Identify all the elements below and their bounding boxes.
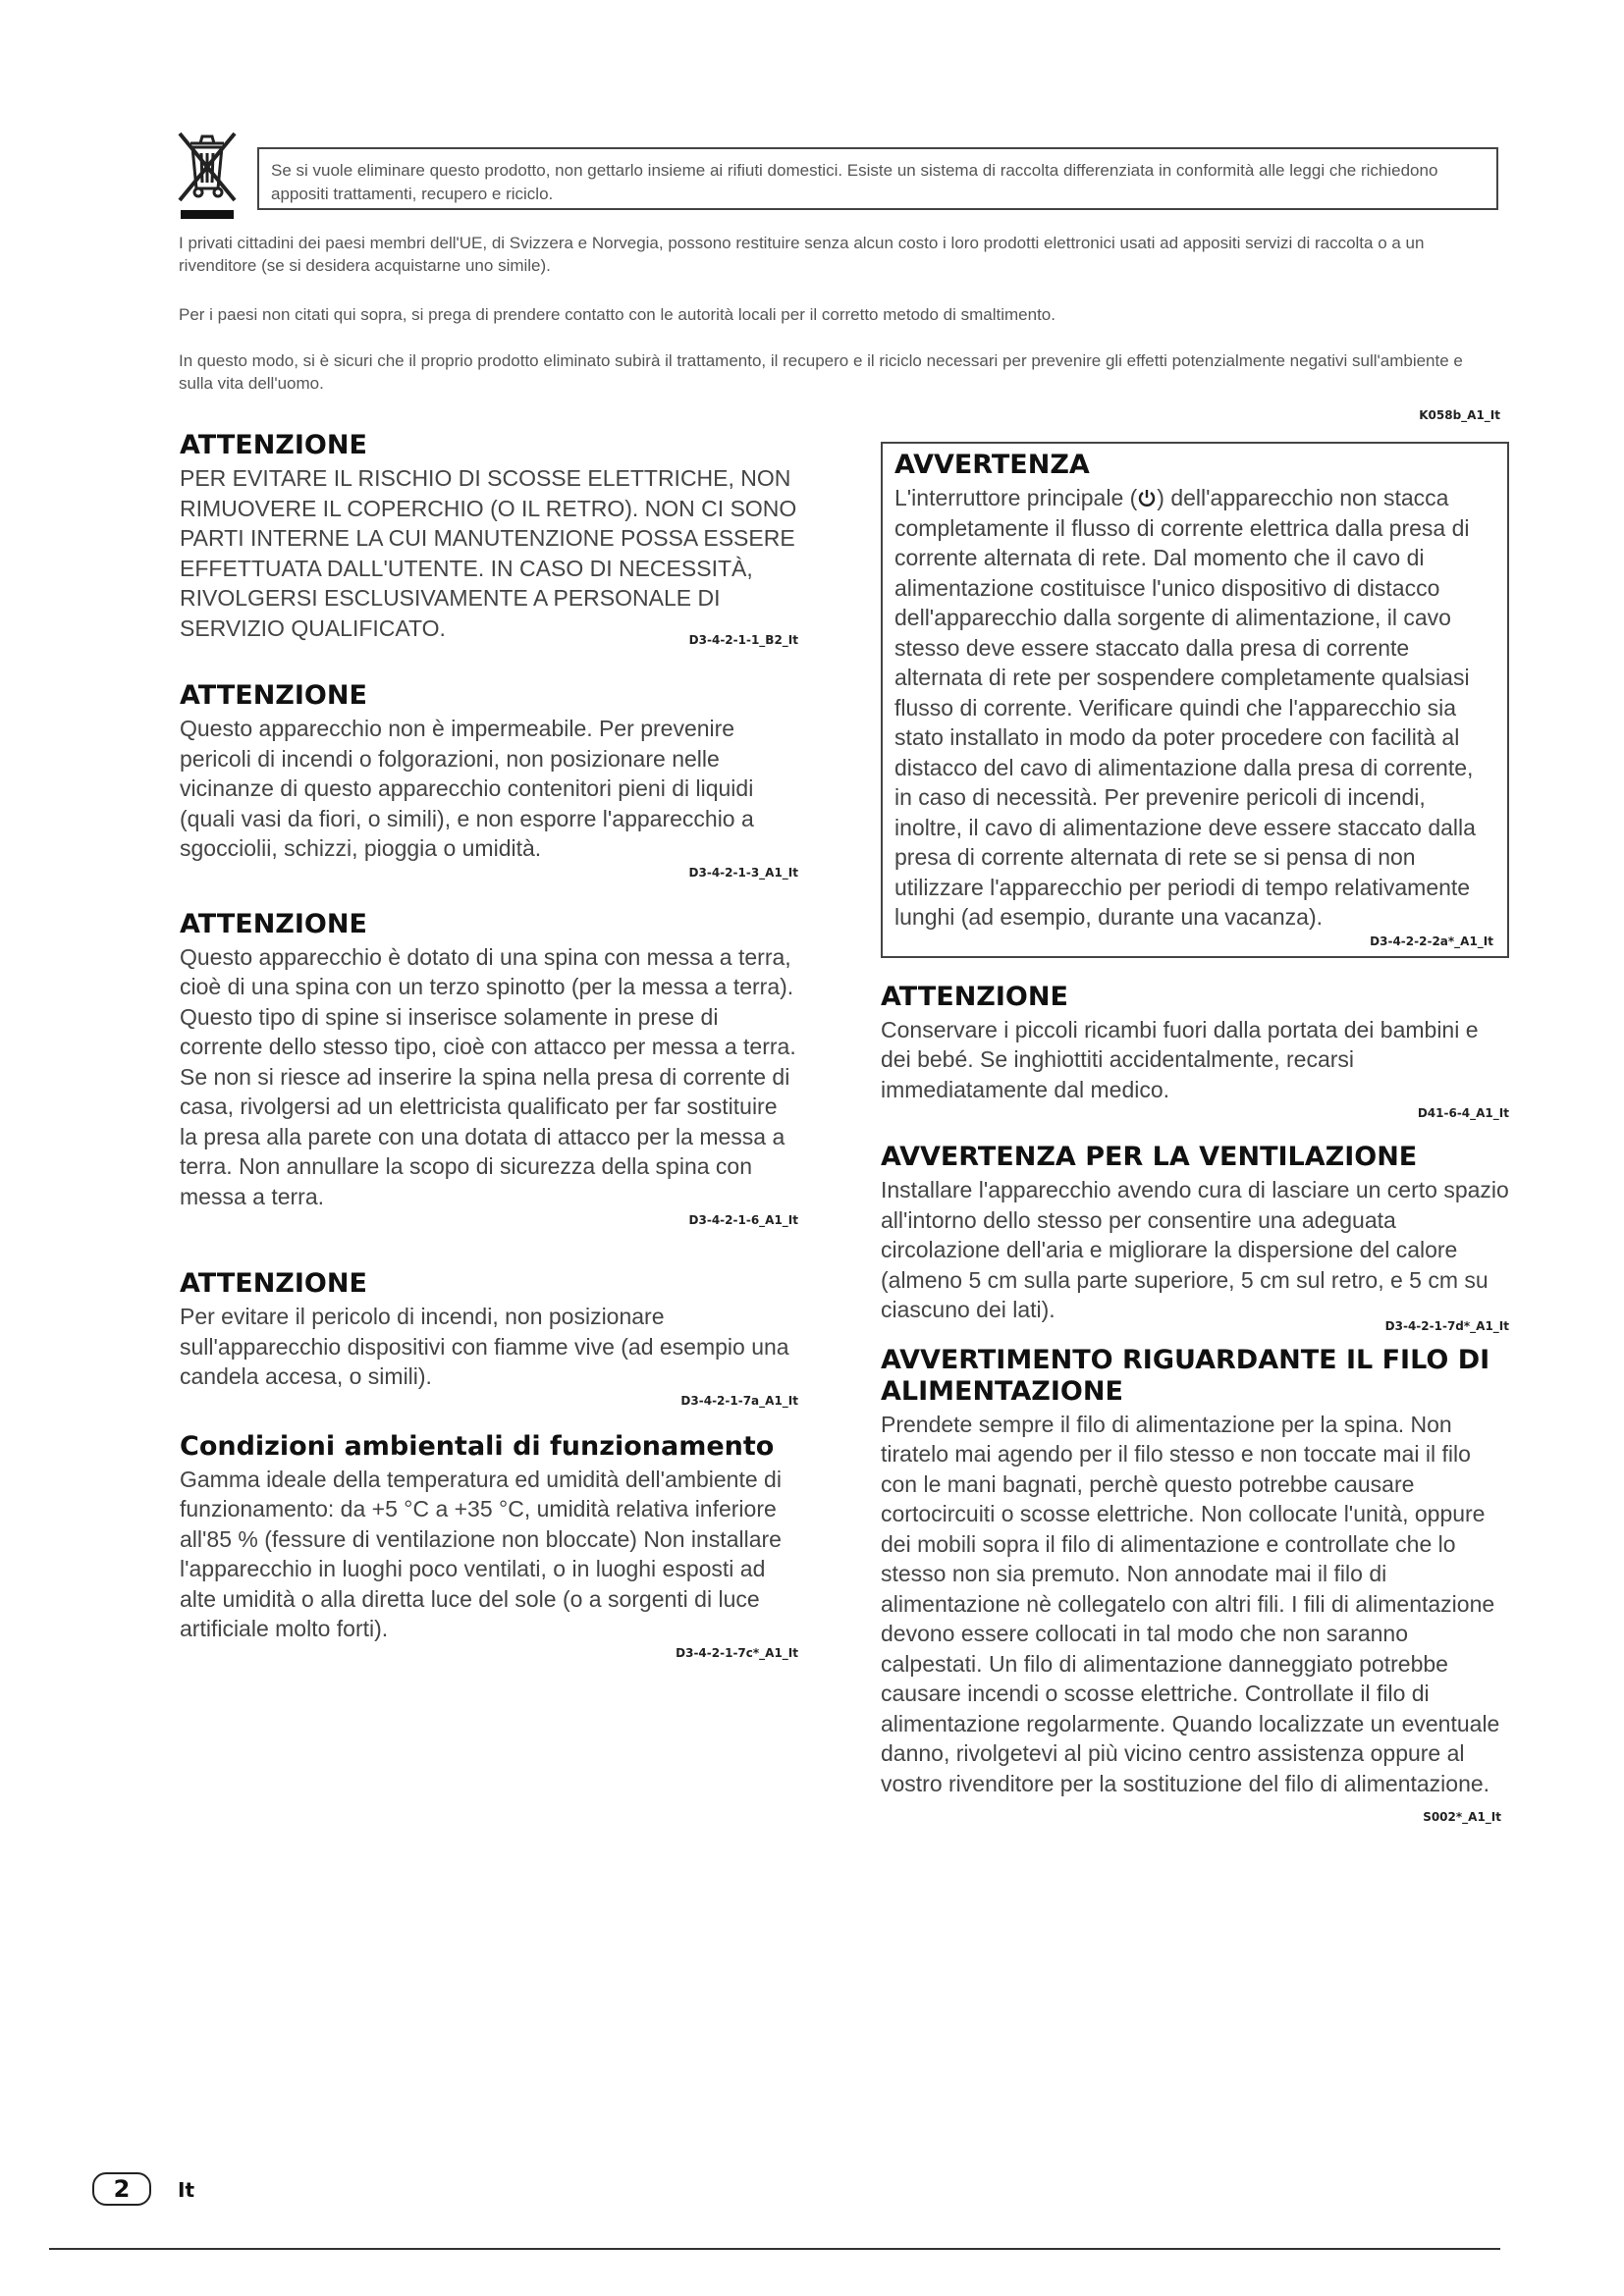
section-code: S002*_A1_It — [1423, 1810, 1501, 1824]
section-code: D41-6-4_A1_It — [1417, 1106, 1509, 1120]
section-code: D3-4-2-1-6_A1_It — [688, 1213, 798, 1227]
section-body: Gamma ideale della temperatura ed umidità dell'ambiente di funzionamento: da +5 °C a +35 °C, umidità relativa inferiore all'85 % (fessure di ventilazione non bloccate) Non installare l'apparecchio in luoghi poco ventilati, o in luoghi esposti ad alte umidità o alla diretta luce del sole (o a sorgenti di luce artificiale molto forti). — [180, 1466, 782, 1641]
section-title: AVVERTENZA — [894, 450, 1090, 480]
section-attenzione-fire — [180, 1268, 798, 1408]
section-body — [894, 483, 1493, 933]
section-code: D3-4-2-1-1_B2_It — [688, 633, 798, 647]
section-title: ATTENZIONE — [180, 430, 367, 460]
section-body: Per evitare il pericolo di incendi, non posizionare sull'apparecchio dispositivi con fiamme vive (ad esempio una candela accesa, o simili). — [180, 1304, 789, 1389]
crossed-bin-icon — [177, 128, 238, 224]
section-code: D3-4-2-1-7d*_A1_It — [1384, 1318, 1509, 1333]
section-title: ATTENZIONE — [180, 908, 367, 939]
section-title: AVVERTENZA PER LA VENTILAZIONE — [881, 1142, 1418, 1172]
section-title: AVVERTIMENTO RIGUARDANTE IL FILO DI ALIMENTAZIONE — [881, 1344, 1490, 1407]
weee-code: K058b_A1_It — [1419, 408, 1500, 422]
left-column — [180, 430, 798, 1660]
section-code: D3-4-2-1-7a_A1_It — [680, 1393, 798, 1408]
weee-notice-box — [257, 147, 1498, 210]
section-ventilation — [881, 1142, 1509, 1333]
right-column — [881, 442, 1509, 1824]
footer-rule — [49, 2248, 1500, 2250]
page-number: 2 — [92, 2172, 151, 2206]
section-attenzione-water — [180, 680, 798, 880]
section-body: Questo apparecchio è dotato di una spina con messa a terra, cioè di una spina con un terzo spinotto (per la messa a terra). Questo tipo di spine si inserisce solamente in prese di corrente dello stesso tipo, cioè con attacco per messa a terra. Se non si riesce ad inserire la spina nella presa di corrente di casa, rivolgersi ad un elettricista qualificato per far sostituire la presa alla parete con una dotata di attacco per la messa a terra. Non annullare la scopo di sicurezza della spina con messa a terra. — [180, 943, 796, 1209]
section-code: D3-4-2-1-7c*_A1_It — [676, 1645, 798, 1660]
section-title: ATTENZIONE — [881, 981, 1068, 1012]
section-avvertenza-box — [881, 442, 1509, 958]
weee-paragraph-1: I privati cittadini dei paesi membri dell'UE, di Svizzera e Norvegia, possono restituire senza alcun costo i loro prodotti elettronici usati ad appositi servizi di raccolta o a un rivenditore (se si desidera acquistarne uno simile). — [179, 234, 1425, 275]
section-code: D3-4-2-1-3_A1_It — [688, 865, 798, 880]
section-title: ATTENZIONE — [180, 1268, 367, 1299]
section-body: Installare l'apparecchio avendo cura di lasciare un certo spazio all'intorno dello stesso per consentire una adeguata circolazione dell'aria e migliorare la dispersione del calore (almeno 5 cm sulla parte superiore, 5 cm sul retro, e 5 cm su ciascuno dei lati). — [881, 1177, 1509, 1322]
section-title: ATTENZIONE — [180, 680, 367, 711]
body-part-1: L'interruttore principale ( — [894, 485, 1138, 510]
weee-notice-text: Se si vuole eliminare questo prodotto, non gettarlo insieme ai rifiuti domestici. Esiste un sistema di raccolta differenziata in conformità alle leggi che richiedono appositi trattamenti, recupero e riciclo. — [271, 161, 1438, 203]
weee-paragraph-3: In questo modo, si è sicuri che il proprio prodotto eliminato subirà il trattamento, il recupero e il riciclo necessari per prevenire gli effetti potenzialmente negativi sull'ambiente e sulla vita dell'uomo. — [179, 351, 1463, 393]
section-attenzione-ground — [180, 909, 798, 1228]
section-attenzione-small-parts — [881, 982, 1509, 1121]
section-body: PER EVITARE IL RISCHIO DI SCOSSE ELETTRICHE, NON RIMUOVERE IL COPERCHIO (O IL RETRO). NON CI SONO PARTI INTERNE LA CUI MANUTENZIONE POSSA ESSERE EFFETTUATA DALL'UTENTE. IN CASO DI NECESSITÀ, RIVOLGERSI ESCLUSIVAMENTE A PERSONALE DI SERVIZIO QUALIFICATO. — [180, 465, 797, 641]
section-operating-conditions — [180, 1431, 798, 1660]
section-body: Conservare i piccoli ricambi fuori dalla portata dei bambini e dei bebé. Se inghiottiti accidentalmente, recarsi immediatamente dal medico. — [881, 1016, 1479, 1102]
section-body: Questo apparecchio non è impermeabile. Per prevenire pericoli di incendi o folgorazioni, non posizionare nelle vicinanze di questo apparecchio contenitori pieni di liquidi (quali vasi da fiori, o simili), e non esporre l'apparecchio a sgocciolii, schizzi, pioggia o umidità. — [180, 716, 754, 861]
weee-paragraph-2: Per i paesi non citati qui sopra, si prega di prendere contatto con le autorità locali per il corretto metodo di smaltimento. — [179, 305, 1056, 324]
section-body: Prendete sempre il filo di alimentazione per la spina. Non tiratelo mai agendo per il filo stesso e non toccate mai il filo con le mani bagnati, perchè questo potrebbe causare cortocircuiti o scosse elettriche. Non collocate l'unità, oppure dei mobili sopra il filo di alimentazione e controllate che lo stesso non sia premuto. Non annodate mai il filo di alimentazione nè collegatelo con altri fili. I fili di alimentazione devono essere collocati in tal modo che non saranno calpestati. Un filo di alimentazione danneggiato potrebbe causare incendi o scosse elettriche. Controllate il filo di alimentazione regolarmente. Quando localizzate un eventuale danno, rivolgetevi al più vicino centro assistenza oppure al vostro rivenditore per la sostituzione del filo di alimentazione. — [881, 1411, 1500, 1796]
language-label: It — [178, 2178, 195, 2202]
section-code: D3-4-2-2-2a*_A1_It — [1370, 934, 1493, 948]
section-attenzione-shock — [180, 430, 798, 647]
power-icon — [1137, 488, 1157, 507]
section-power-cord — [881, 1345, 1509, 1825]
section-title: Condizioni ambientali di funzionamento — [180, 1430, 775, 1462]
body-part-2: ) dell'apparecchio non stacca completamente il flusso di corrente elettrica dalla presa di corrente alternata di rete. Dal momento che il cavo di alimentazione costituisce l'unico dispositivo di distacco dell'apparecchio dalla sorgente di alimentazione, il cavo stesso deve essere staccato dalla presa di corrente alternata di rete per sospendere completamente qualsiasi flusso di corrente. Verificare quindi che l'apparecchio sia stato installato in modo da poter procedere con facilità al distacco del cavo di alimentazione dalla presa di corrente, in caso di necessità. Per prevenire pericoli di incendi, inoltre, il cavo di alimentazione deve essere staccato dalla presa di corrente alternata di rete se si pensa di non utilizzare l'apparecchio per periodi di tempo relativamente lunghi (ad esempio, durante una vacanza). — [894, 485, 1476, 930]
